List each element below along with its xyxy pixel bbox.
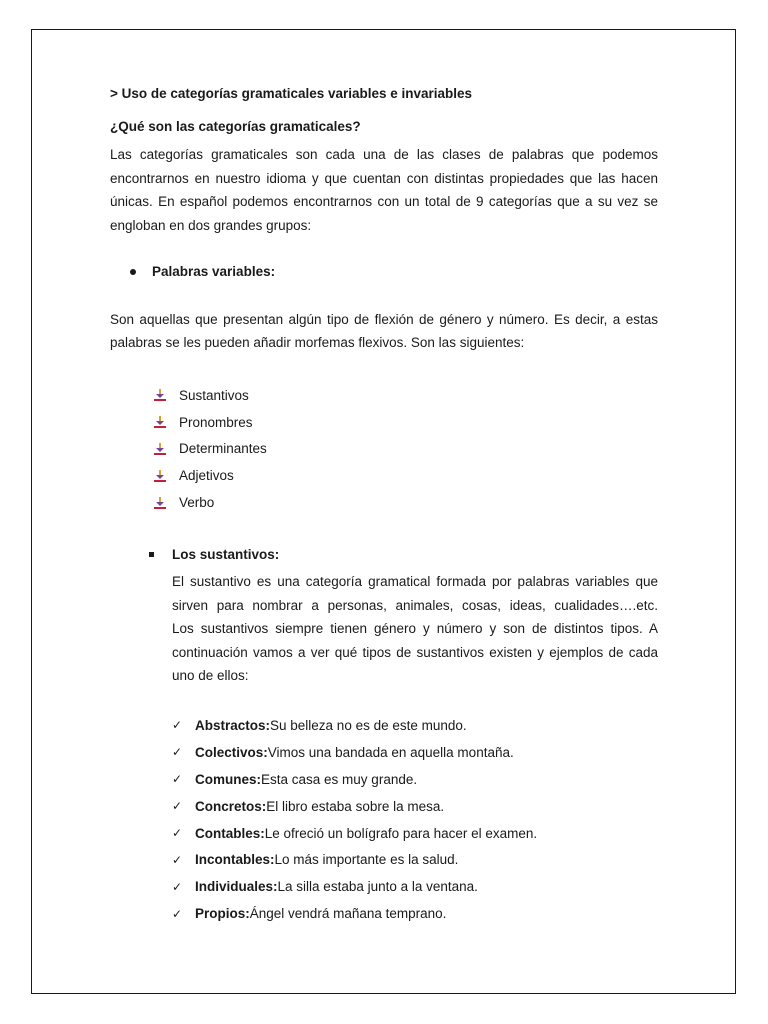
category-item [154, 489, 267, 516]
example-term: Individuales: [195, 879, 278, 895]
category-label: Adjetivos [179, 468, 234, 484]
variables-heading-row [130, 264, 275, 279]
intro-line: Las categorías gramaticales son cada una de las clases de palabras que podemos [110, 147, 658, 162]
example-term: Abstractos: [195, 717, 271, 733]
example-item [172, 820, 537, 847]
sustantivos-desc-line: El sustantivo es una categoría gramatical formada por palabras variables que [172, 574, 658, 589]
variables-description [110, 309, 658, 354]
category-label: Verbo [179, 495, 215, 511]
example-term: Comunes: [195, 771, 262, 787]
intro-line: únicas. En español podemos encontrarnos con un total de 9 categorías que a su vez se [110, 194, 658, 209]
checkmark-icon: ✓ [172, 852, 183, 867]
example-item [172, 712, 537, 739]
document-title: > Uso de categorías gramaticales variables e invariables [110, 86, 473, 101]
category-item [154, 382, 267, 409]
example-term: Propios: [195, 906, 250, 922]
example-text: El libro estaba sobre la mesa. [266, 798, 445, 814]
sustantivos-description [172, 570, 658, 688]
sustantivos-desc-line: uno de ellos: [172, 668, 249, 683]
example-text: La silla estaba junto a la ventana. [277, 879, 478, 895]
examples-list [172, 712, 537, 927]
checkmark-icon: ✓ [172, 826, 183, 840]
sustantivos-heading: Los sustantivos: [172, 547, 280, 562]
bullet-disc-icon [130, 269, 136, 275]
sustantivos-desc-line: Los sustantivos siempre tienen género y número y son de distintos tipos. A [172, 621, 658, 636]
example-text: Ángel vendrá mañana temprano. [249, 906, 447, 922]
checkmark-icon: ✓ [172, 745, 183, 760]
arrow-down-bullet-icon [154, 497, 166, 509]
example-item [172, 739, 537, 766]
variables-desc-line: palabras se les pueden añadir morfemas flexivos. Son las siguientes: [110, 334, 525, 350]
sustantivos-desc-line: sirven para nombrar a personas, animales, cosas, ideas, cualidades….etc. [172, 597, 658, 613]
example-item [172, 793, 537, 820]
arrow-down-bullet-icon [154, 470, 166, 482]
example-text: Le ofreció un bolígrafo para hacer el examen. [264, 825, 538, 841]
category-item [154, 462, 267, 489]
arrow-down-bullet-icon [154, 443, 166, 455]
bullet-square-icon [149, 552, 154, 557]
example-item [172, 873, 537, 900]
categories-list [154, 382, 267, 516]
sustantivos-heading-row [149, 547, 279, 562]
example-item [172, 900, 537, 927]
intro-paragraph [110, 143, 658, 237]
variables-desc-line: Son aquellas que presentan algún tipo de flexión de género y número. Es decir, a estas [110, 312, 658, 327]
example-term: Concretos: [195, 798, 267, 814]
example-term: Incontables: [195, 852, 275, 868]
example-text: Esta casa es muy grande. [261, 771, 418, 787]
example-item [172, 846, 537, 873]
category-label: Pronombres [179, 414, 253, 430]
checkmark-icon: ✓ [172, 879, 183, 894]
category-label: Determinantes [179, 441, 267, 457]
document-page [31, 29, 736, 994]
variables-heading: Palabras variables: [152, 264, 276, 279]
category-item [154, 409, 267, 436]
example-term: Colectivos: [195, 744, 268, 760]
checkmark-icon: ✓ [172, 906, 183, 921]
intro-line: encontrarnos en nuestro idioma y que cuentan con distintas propiedades que las hacen [110, 170, 658, 186]
example-text: Su belleza no es de este mundo. [270, 717, 467, 733]
example-text: Lo más importante es la salud. [274, 852, 459, 868]
example-term: Contables: [195, 825, 265, 841]
checkmark-icon: ✓ [172, 718, 183, 733]
sustantivos-desc-line: continuación vamos a ver qué tipos de sustantivos existen y ejemplos de cada [172, 644, 658, 660]
category-item [154, 436, 267, 463]
checkmark-icon: ✓ [172, 772, 183, 787]
section-question: ¿Qué son las categorías gramaticales? [110, 119, 361, 134]
category-label: Sustantivos [179, 387, 249, 403]
arrow-down-bullet-icon [154, 416, 166, 428]
example-item [172, 766, 537, 793]
example-text: Vimos una bandada en aquella montaña. [267, 744, 514, 760]
intro-line: engloban en dos grandes grupos: [110, 217, 312, 233]
arrow-down-bullet-icon [154, 389, 166, 401]
checkmark-icon: ✓ [172, 799, 183, 814]
